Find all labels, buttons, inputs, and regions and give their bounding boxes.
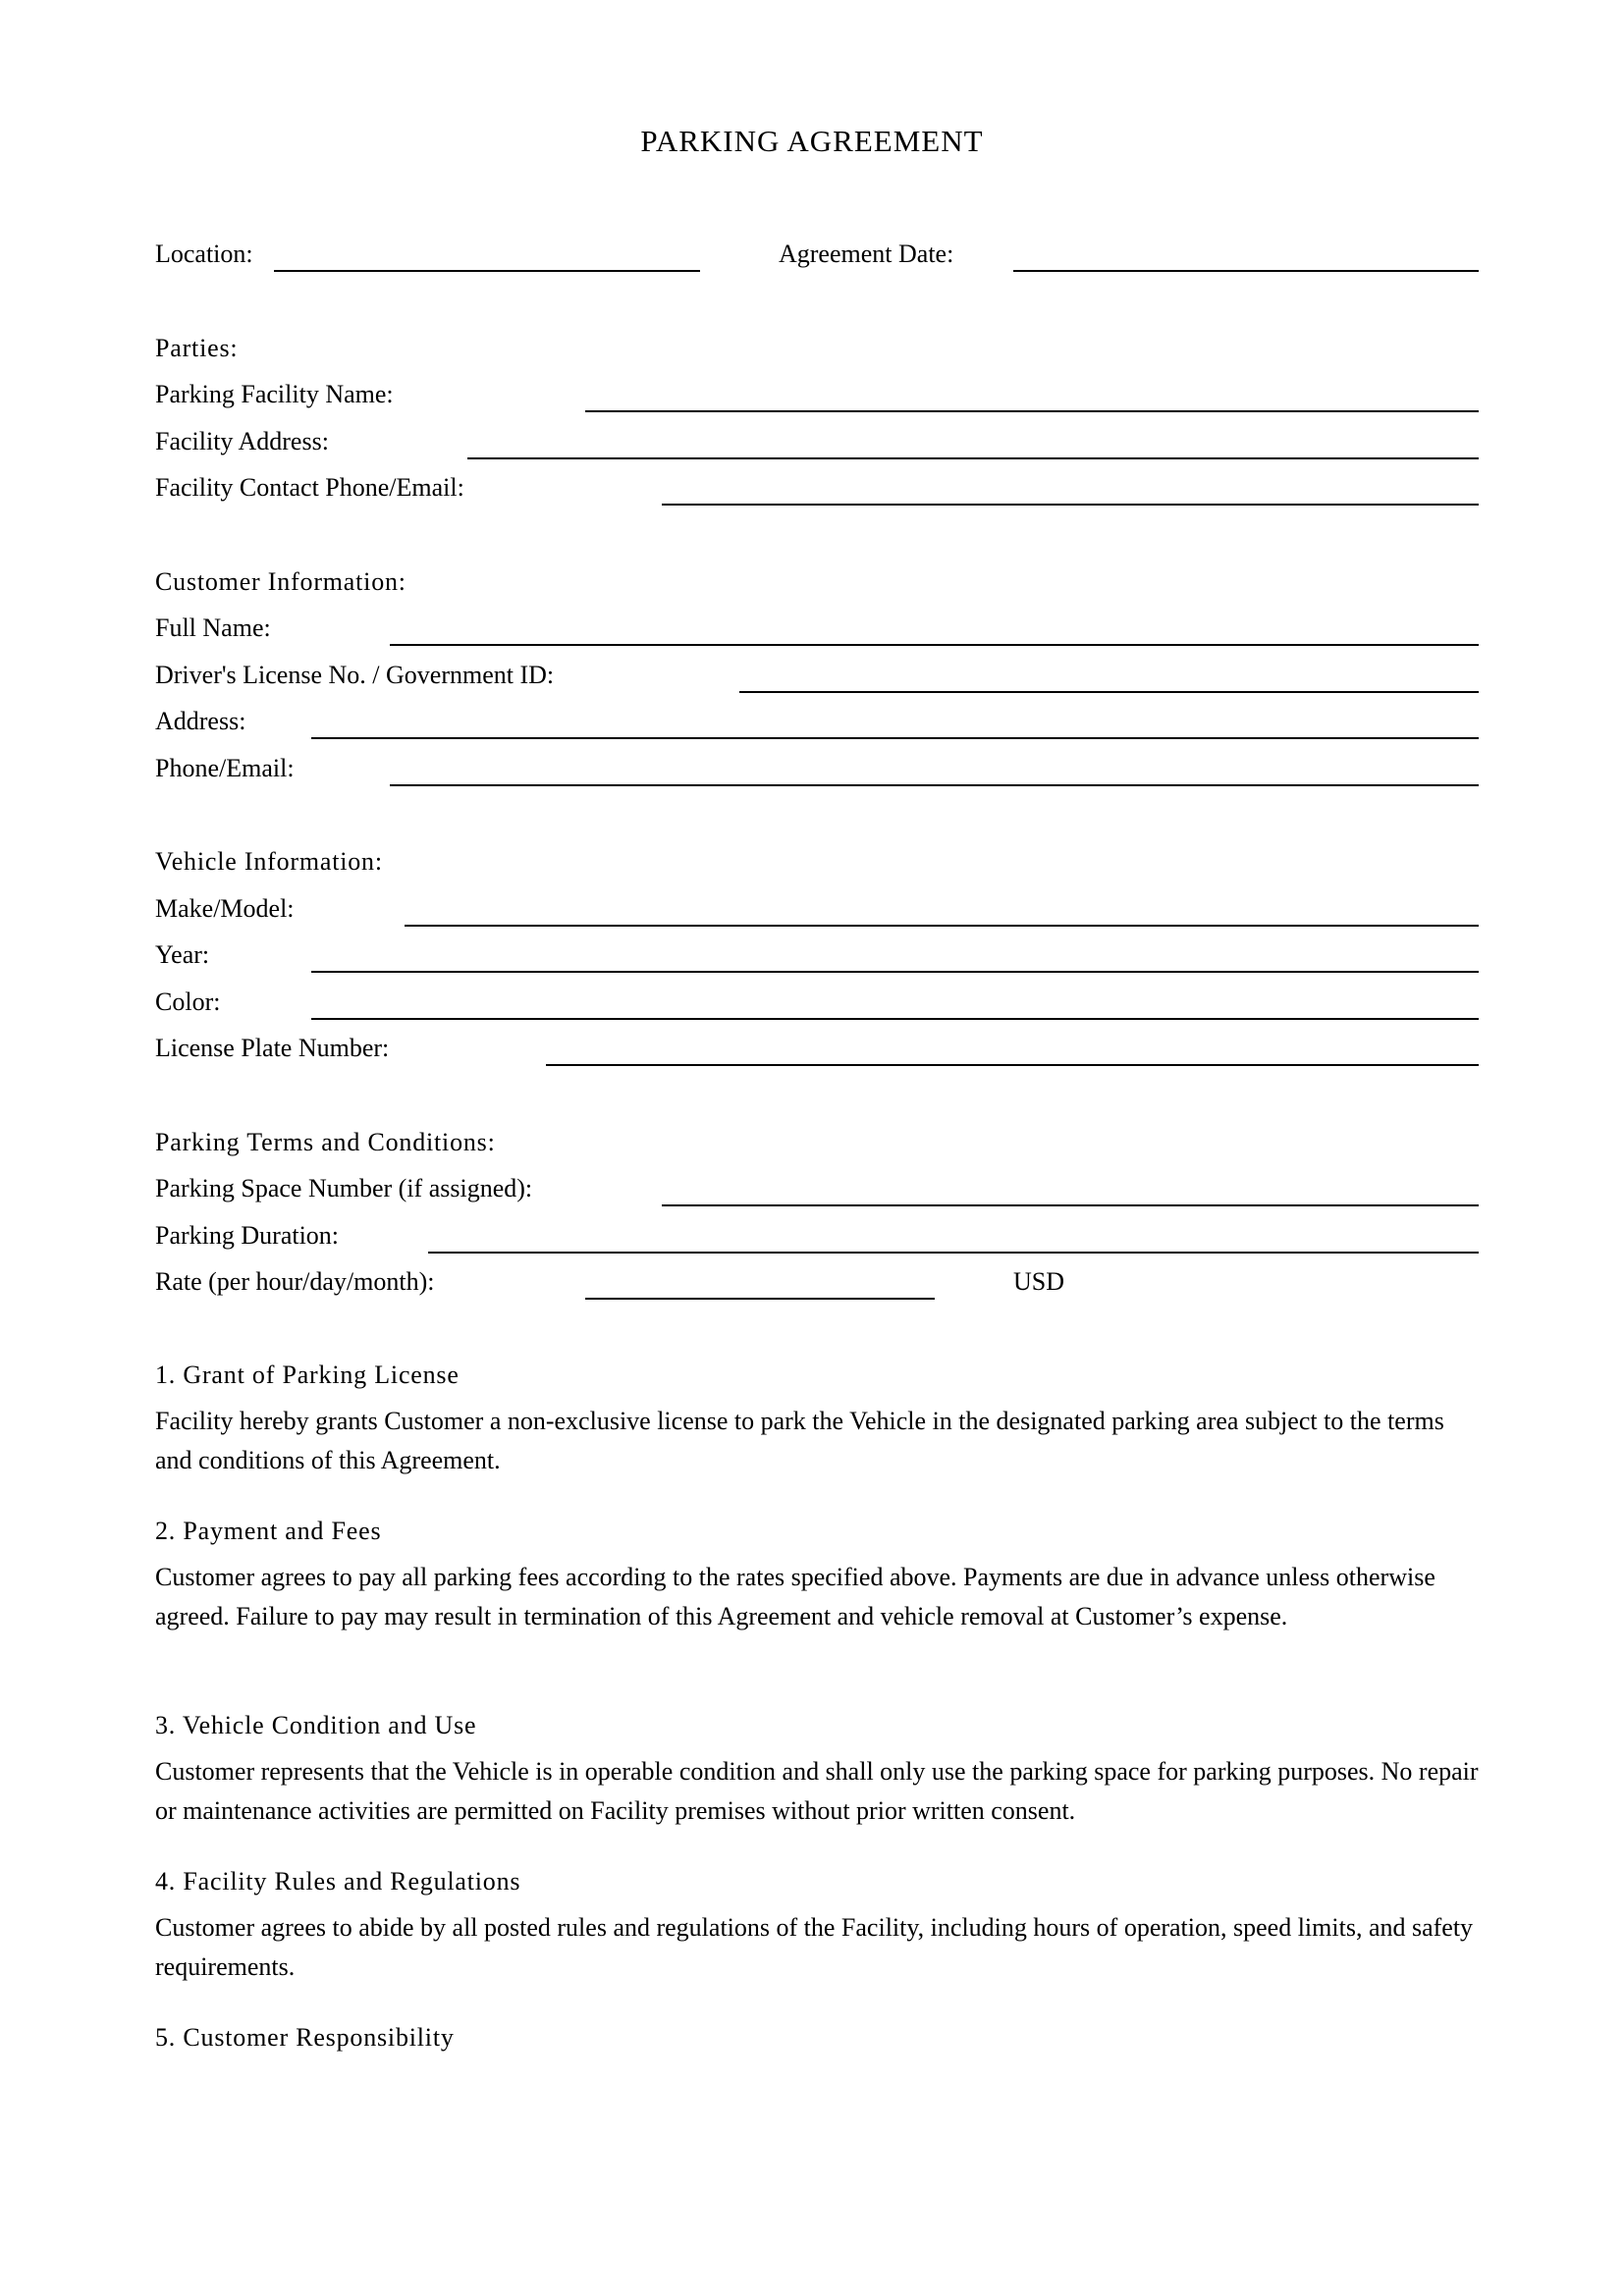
space-label: Parking Space Number (if assigned): <box>155 1174 533 1202</box>
agreement-date-field[interactable] <box>1013 270 1479 272</box>
clause-2-heading: 2. Payment and Fees <box>155 1517 382 1545</box>
customer-address-field[interactable] <box>311 737 1479 739</box>
plate-label: License Plate Number: <box>155 1034 390 1062</box>
rate-field[interactable] <box>585 1298 935 1300</box>
terms-heading: Parking Terms and Conditions: <box>155 1128 496 1156</box>
vehicle-heading: Vehicle Information: <box>155 847 383 876</box>
location-field[interactable] <box>274 270 700 272</box>
license-field[interactable] <box>739 691 1479 693</box>
full-name-field[interactable] <box>390 644 1479 646</box>
clause-4-text: Customer agrees to abide by all posted rules and regulations of the Facility, including hours of operation, speed limits, and safety requirements. <box>155 1913 1474 1981</box>
make-model-label: Make/Model: <box>155 894 295 923</box>
customer-phone-label: Phone/Email: <box>155 754 295 782</box>
facility-contact-label: Facility Contact Phone/Email: <box>155 473 464 502</box>
document-title: PARKING AGREEMENT <box>640 124 984 158</box>
clause-1-text: Facility hereby grants Customer a non-exclusive license to park the Vehicle in the designated parking area subject to the terms and conditions of this Agreement. <box>155 1407 1444 1474</box>
facility-address-label: Facility Address: <box>155 427 329 455</box>
color-label: Color: <box>155 988 221 1016</box>
agreement-date-label: Agreement Date: <box>779 240 954 268</box>
parties-heading: Parties: <box>155 334 239 362</box>
clause-3-heading: 3. Vehicle Condition and Use <box>155 1711 477 1739</box>
customer-heading: Customer Information: <box>155 567 406 596</box>
customer-phone-field[interactable] <box>390 784 1479 786</box>
full-name-label: Full Name: <box>155 614 271 642</box>
space-field[interactable] <box>662 1204 1479 1206</box>
currency-label: USD <box>1013 1267 1065 1296</box>
duration-label: Parking Duration: <box>155 1221 340 1250</box>
facility-name-label: Parking Facility Name: <box>155 380 394 408</box>
facility-address-field[interactable] <box>467 457 1479 459</box>
clause-1-heading: 1. Grant of Parking License <box>155 1361 460 1389</box>
facility-name-field[interactable] <box>585 410 1479 412</box>
customer-address-label: Address: <box>155 707 246 735</box>
duration-field[interactable] <box>428 1252 1479 1254</box>
color-field[interactable] <box>311 1018 1479 1020</box>
clause-5-heading: 5. Customer Responsibility <box>155 2023 455 2052</box>
plate-field[interactable] <box>546 1064 1479 1066</box>
clause-3-text: Customer represents that the Vehicle is in operable condition and shall only use the parking space for parking purposes. No repair or maintenance activities are permitted on Facility premises without prior written consent. <box>155 1757 1479 1825</box>
year-label: Year: <box>155 940 210 969</box>
year-field[interactable] <box>311 971 1479 973</box>
make-model-field[interactable] <box>405 925 1479 927</box>
facility-contact-field[interactable] <box>662 504 1479 506</box>
location-label: Location: <box>155 240 253 268</box>
clause-2-text: Customer agrees to pay all parking fees according to the rates specified above. Payments are due in advance unless otherwise agreed. Failure to pay may result in termination of this Agreement and vehicle removal at Customer’s expense. <box>155 1563 1435 1630</box>
rate-label: Rate (per hour/day/month): <box>155 1267 435 1296</box>
clause-4-heading: 4. Facility Rules and Regulations <box>155 1867 521 1896</box>
license-label: Driver's License No. / Government ID: <box>155 661 555 689</box>
